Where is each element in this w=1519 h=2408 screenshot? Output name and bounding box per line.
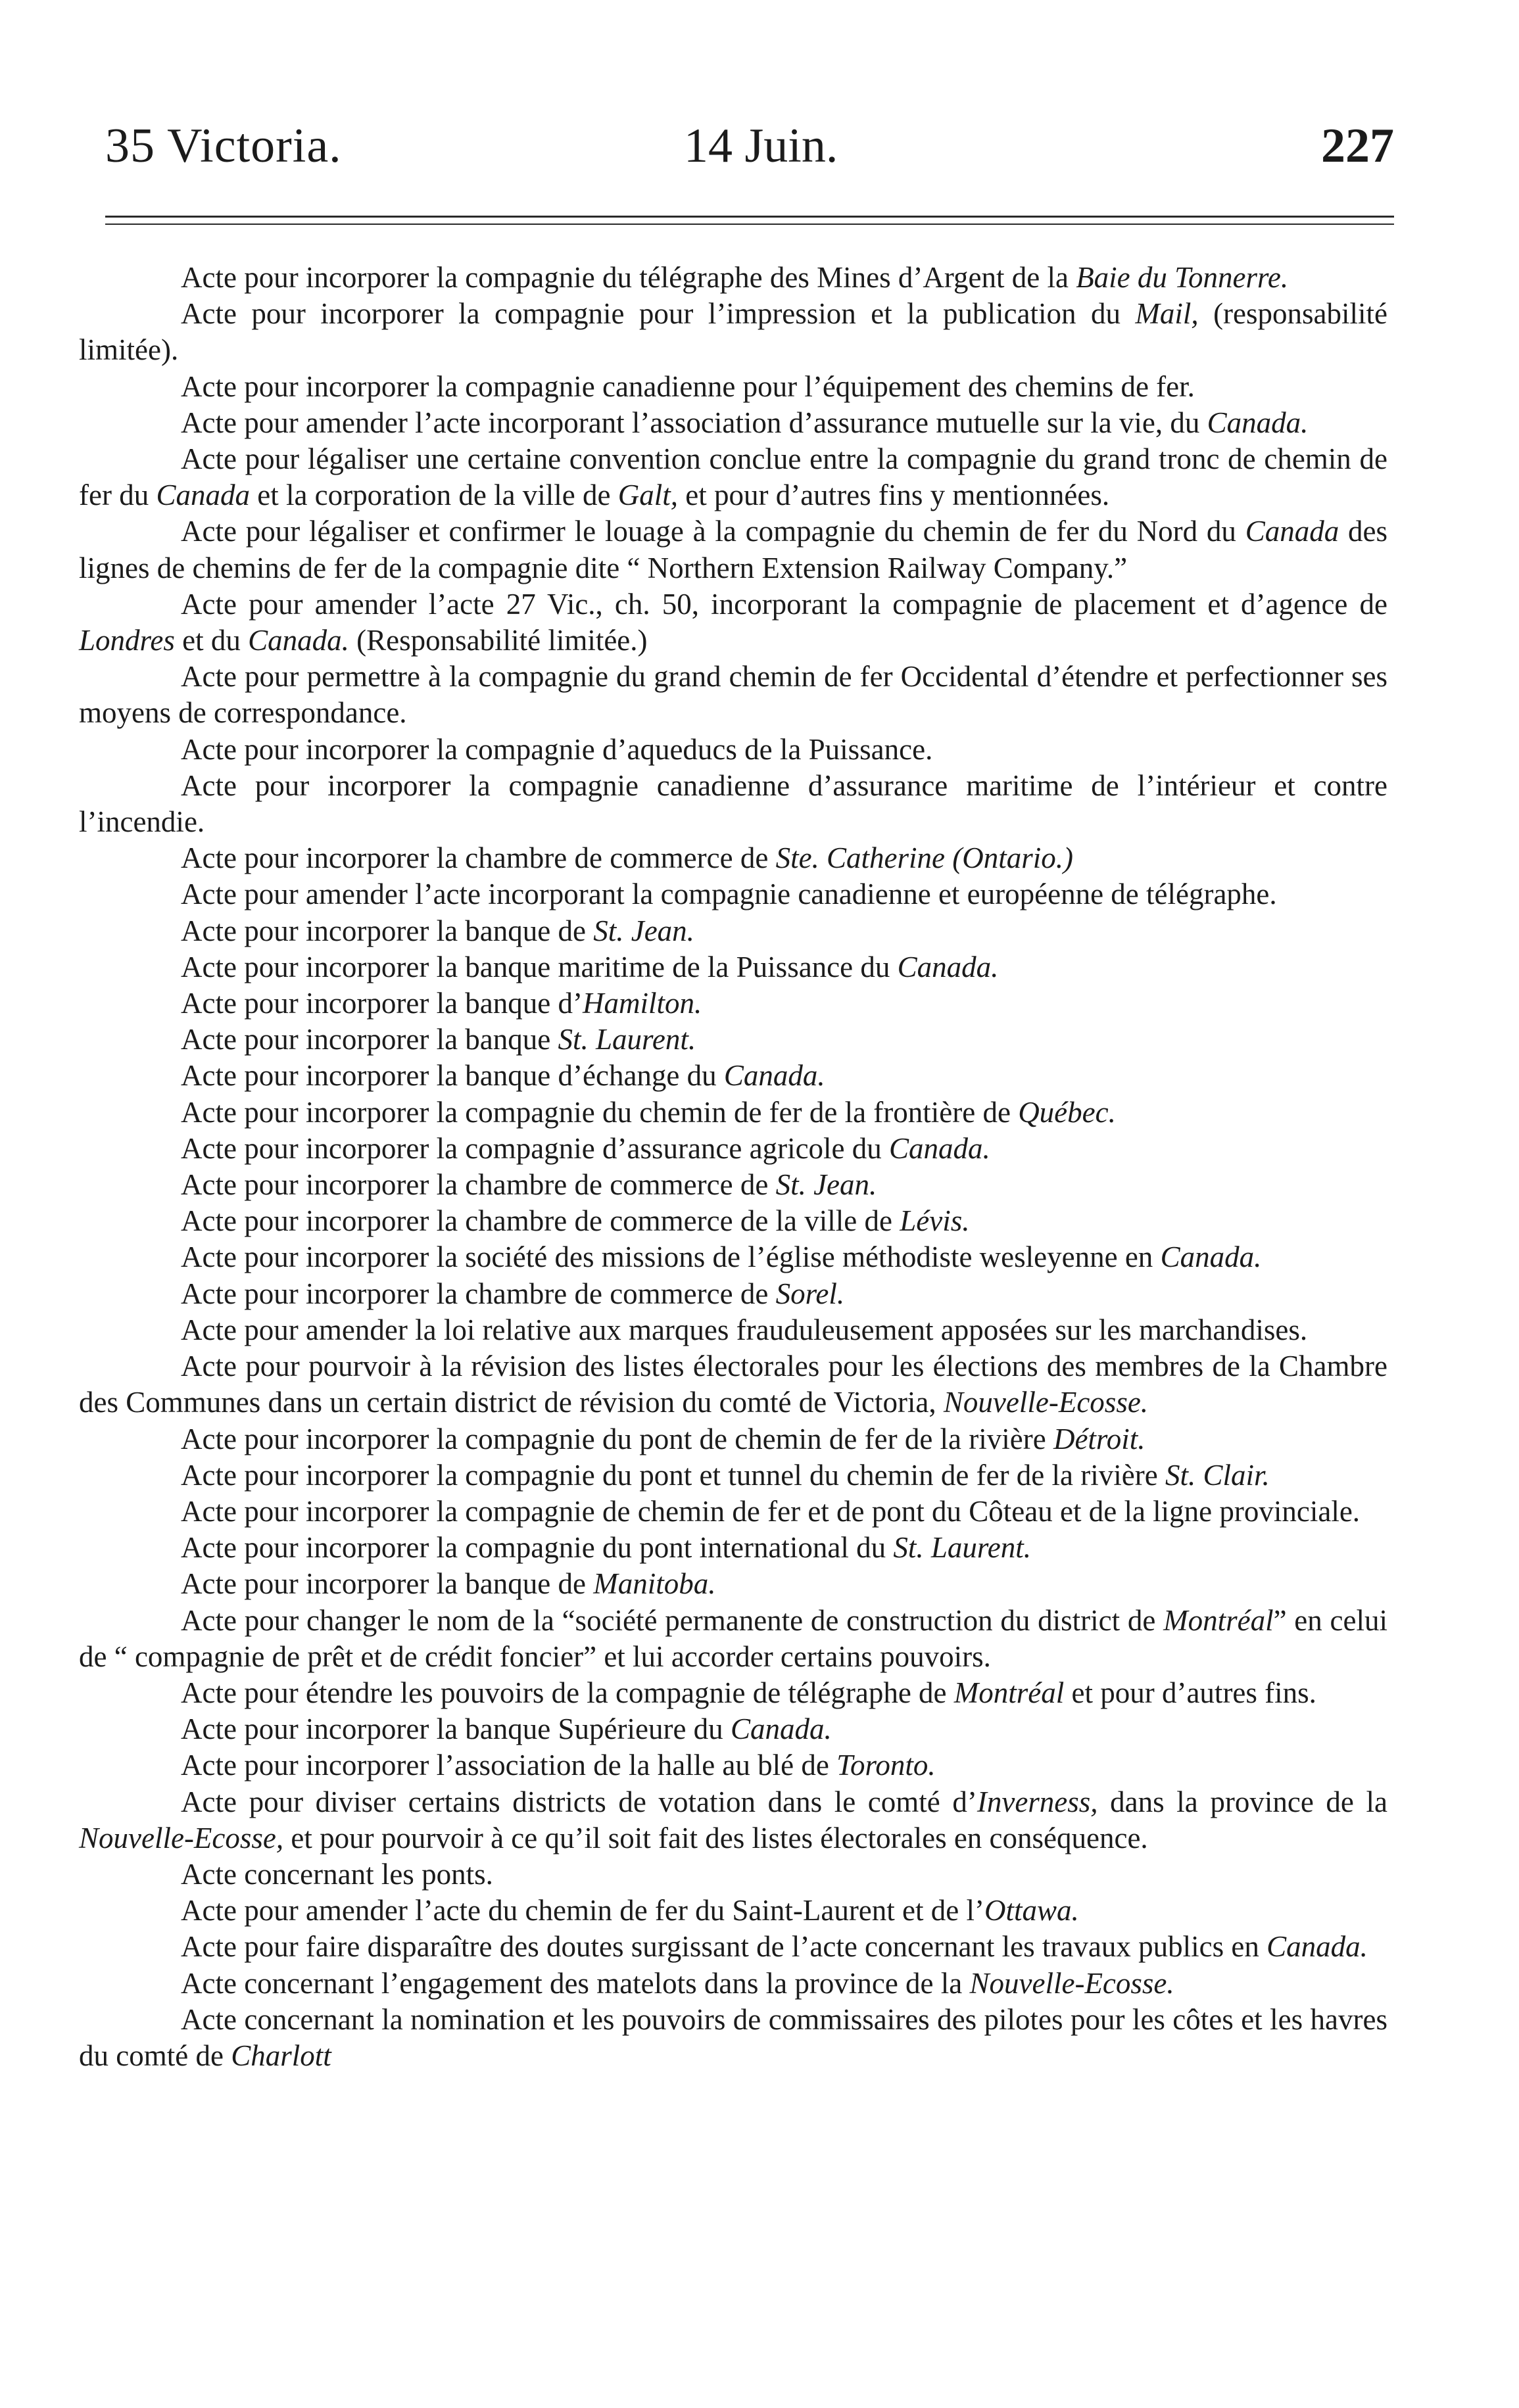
- act-text: Acte pour incorporer la compagnie du pont de chemin de fer de la rivière: [181, 1422, 1053, 1455]
- page-header: [105, 118, 1394, 191]
- act-italic-name: Canada.: [889, 1131, 990, 1165]
- act-italic-name: Lévis.: [900, 1204, 970, 1238]
- act-entry: [79, 768, 1387, 840]
- act-entry: [79, 876, 1387, 912]
- act-entry: [79, 949, 1387, 985]
- act-entry: [79, 1893, 1387, 1929]
- act-text: ” en celui de “ compagnie de prêt et de crédit foncier” et lui accorder certains pouvoirs.: [79, 1603, 1387, 1673]
- act-italic-name: Toronto.: [836, 1749, 936, 1782]
- act-text: Acte pour changer le nom de la “société permanente de construction du district de: [181, 1603, 1164, 1637]
- act-italic-name: Montréal: [953, 1676, 1065, 1709]
- act-entry: [79, 1203, 1387, 1239]
- act-entry: [79, 405, 1387, 441]
- page-number: 227: [1321, 119, 1394, 173]
- act-entry: [79, 1131, 1387, 1167]
- act-entry: [79, 1348, 1387, 1421]
- act-text: dans la province de la: [1097, 1785, 1387, 1818]
- header-rule-bottom: [105, 224, 1394, 225]
- act-italic-name: Canada.: [723, 1059, 825, 1093]
- act-entry: [79, 586, 1387, 659]
- act-italic-name: Hamilton.: [583, 987, 702, 1020]
- act-text: Acte pour incorporer la banque de: [181, 914, 594, 947]
- act-italic-name: Manitoba.: [593, 1567, 716, 1601]
- act-italic-name: Canada.: [730, 1712, 832, 1746]
- act-italic-name: Ste. Catherine (Ontario.): [775, 841, 1074, 875]
- act-text: Acte pour incorporer la compagnie du télégraphe des Mines d’Argent de la: [181, 261, 1076, 294]
- act-text: Acte pour incorporer la compagnie d’aqueducs de la Puissance.: [181, 732, 933, 766]
- act-text: et du: [174, 624, 249, 657]
- act-italic-name: Ottawa.: [984, 1894, 1079, 1927]
- act-text: Acte pour incorporer la banque de: [181, 1567, 594, 1601]
- act-text: Acte pour incorporer la compagnie du pont international du: [181, 1531, 894, 1565]
- act-entry: [79, 2002, 1387, 2074]
- act-text: Acte pour incorporer la banque d’échange du: [181, 1059, 724, 1093]
- act-text: Acte pour incorporer la compagnie canadienne pour l’équipement des chemins de fer.: [181, 369, 1195, 403]
- act-text: Acte concernant les ponts.: [181, 1857, 493, 1891]
- act-text: Acte pour incorporer la compagnie du pont et tunnel du chemin de fer de la rivière: [181, 1458, 1165, 1492]
- act-text: Acte concernant l’engagement des matelots dans la province de la: [181, 1966, 970, 2000]
- act-entry: [79, 1530, 1387, 1566]
- act-italic-name: Inverness,: [976, 1785, 1098, 1818]
- act-italic-name: Charlott: [231, 2039, 331, 2072]
- act-text: Acte pour diviser certains districts de votation dans le comté d’: [181, 1785, 977, 1818]
- act-text: et pour d’autres fins.: [1064, 1676, 1316, 1709]
- act-entry: [79, 1167, 1387, 1203]
- act-italic-name: Canada: [1245, 515, 1339, 548]
- act-italic-name: St. Laurent.: [558, 1023, 696, 1056]
- act-entry: [79, 1058, 1387, 1094]
- act-entry: [79, 732, 1387, 768]
- act-entry: [79, 1856, 1387, 1893]
- act-text: et pour d’autres fins y mentionnées.: [678, 479, 1110, 512]
- act-text: (Responsabilité limitée.): [349, 624, 648, 657]
- act-italic-name: Nouvelle-Ecosse.: [969, 1966, 1174, 2000]
- act-entry: [79, 659, 1387, 731]
- act-italic-name: Galt,: [617, 479, 679, 512]
- act-text: Acte pour incorporer la chambre de commerce de la ville de: [181, 1204, 900, 1238]
- act-italic-name: St. Jean.: [593, 914, 694, 947]
- act-text: Acte pour incorporer l’association de la halle au blé de: [181, 1749, 837, 1782]
- act-entry: [79, 1566, 1387, 1602]
- act-text: Acte pour incorporer la compagnie de chemin de fer et de pont du Côteau et de la ligne provinciale.: [181, 1494, 1361, 1528]
- act-entry: [79, 1675, 1387, 1711]
- header-date: 14 Juin.: [684, 119, 838, 173]
- header-session: 35 Victoria.: [105, 119, 342, 173]
- act-italic-name: Canada.: [1207, 406, 1309, 439]
- act-text: et la corporation de la ville de: [249, 479, 618, 512]
- act-italic-name: St. Laurent.: [893, 1531, 1032, 1565]
- act-italic-name: St. Clair.: [1165, 1458, 1270, 1492]
- act-text: Acte pour légaliser une certaine convention conclue entre la compagnie du grand tronc de chemin de fer du: [79, 442, 1387, 512]
- act-entry: [79, 1603, 1387, 1675]
- act-italic-name: Québec.: [1018, 1095, 1116, 1129]
- act-entry: [79, 296, 1387, 368]
- act-italic-name: Montréal: [1163, 1603, 1274, 1637]
- act-italic-name: Nouvelle-Ecosse,: [79, 1821, 284, 1854]
- act-text: Acte pour incorporer la banque maritime de la Puissance du: [181, 950, 898, 983]
- act-entry: [79, 1747, 1387, 1783]
- act-text: Acte pour faire disparaître des doutes surgissant de l’acte concernant les travaux publics en: [181, 1930, 1267, 1964]
- act-entry: [79, 1095, 1387, 1131]
- act-text: Acte pour incorporer la chambre de commerce de: [181, 1277, 776, 1310]
- act-entry: [79, 1966, 1387, 2002]
- act-entry: [79, 1711, 1387, 1747]
- act-entry: [79, 840, 1387, 876]
- act-entry: [79, 1276, 1387, 1312]
- act-entry: [79, 1784, 1387, 1856]
- act-italic-name: Détroit.: [1053, 1422, 1145, 1455]
- act-entry: [79, 441, 1387, 513]
- act-text: Acte pour incorporer la compagnie d’assurance agricole du: [181, 1131, 890, 1165]
- act-text: Acte pour incorporer la banque Supérieure du: [181, 1712, 731, 1746]
- act-entry: [79, 913, 1387, 949]
- act-italic-name: Londres: [79, 624, 175, 657]
- act-italic-name: St. Jean.: [775, 1168, 877, 1202]
- act-text: Acte pour incorporer la banque: [181, 1023, 558, 1056]
- act-entry: [79, 513, 1387, 586]
- act-text: (responsabilité limitée).: [79, 297, 1387, 367]
- act-text: Acte pour incorporer la compagnie pour l’impression et la publication du: [181, 297, 1136, 331]
- act-text: Acte pour amender la loi relative aux marques frauduleusement apposées sur les marchandises.: [181, 1313, 1308, 1346]
- act-entry: [79, 985, 1387, 1022]
- act-text: Acte pour incorporer la compagnie du chemin de fer de la frontière de: [181, 1095, 1019, 1129]
- act-entry: [79, 1022, 1387, 1058]
- act-text: Acte concernant la nomination et les pouvoirs de commissaires des pilotes pour les côtes et les havres du comté de: [79, 2002, 1387, 2072]
- act-entry: [79, 1494, 1387, 1530]
- act-italic-name: Nouvelle-Ecosse.: [943, 1386, 1149, 1419]
- act-text: Acte pour incorporer la chambre de commerce de: [181, 1168, 776, 1202]
- header-rule-top: [105, 216, 1394, 218]
- act-italic-name: Sorel.: [775, 1277, 845, 1310]
- act-text: Acte pour incorporer la chambre de commerce de: [181, 841, 776, 875]
- act-entry: [79, 1457, 1387, 1494]
- act-italic-name: Canada.: [1266, 1930, 1368, 1964]
- act-text: Acte pour incorporer la société des missions de l’église méthodiste wesleyenne en: [181, 1240, 1161, 1274]
- act-text: et pour pourvoir à ce qu’il soit fait des listes électorales en conséquence.: [283, 1821, 1148, 1854]
- act-italic-name: Baie du Tonnerre.: [1076, 261, 1289, 294]
- act-entry: [79, 1239, 1387, 1275]
- act-italic-name: Canada.: [248, 624, 349, 657]
- act-italic-name: Canada.: [897, 950, 999, 983]
- act-text: Acte pour légaliser et confirmer le louage à la compagnie du chemin de fer du Nord du: [181, 515, 1245, 548]
- act-entry: [79, 1929, 1387, 1965]
- act-entry: [79, 260, 1387, 296]
- act-text: Acte pour incorporer la banque d’: [181, 987, 583, 1020]
- act-text: Acte pour pourvoir à la révision des listes électorales pour les élections des membres de la Chambre des Communes dans un certain district de révision du comté de Victoria,: [79, 1350, 1387, 1419]
- act-text: Acte pour amender l’acte 27 Vic., ch. 50, incorporant la compagnie de placement et d’agence de: [181, 587, 1387, 621]
- act-entry: [79, 1312, 1387, 1348]
- act-text: Acte pour étendre les pouvoirs de la compagnie de télégraphe de: [181, 1676, 954, 1709]
- act-entry: [79, 1421, 1387, 1457]
- act-italic-name: Mail,: [1135, 297, 1199, 331]
- act-text: des lignes de chemins de fer de la compagnie dite “ Northern Extension Railway Company.”: [79, 515, 1387, 584]
- act-text: Acte pour amender l’acte incorporant la compagnie canadienne et européenne de télégraphe.: [181, 878, 1277, 911]
- act-text: Acte pour permettre à la compagnie du grand chemin de fer Occidental d’étendre et perfectionner ses moyens de correspondance.: [79, 660, 1387, 730]
- act-italic-name: Canada: [156, 479, 250, 512]
- act-text: Acte pour incorporer la compagnie canadienne d’assurance maritime de l’intérieur et contre l’incendie.: [79, 768, 1387, 839]
- act-italic-name: Canada.: [1160, 1240, 1262, 1274]
- act-text: Acte pour amender l’acte du chemin de fer du Saint-Laurent et de l’: [181, 1894, 984, 1927]
- act-text: Acte pour amender l’acte incorporant l’association d’assurance mutuelle sur la vie, du: [181, 406, 1207, 439]
- act-entry: [79, 369, 1387, 405]
- acts-list: [79, 260, 1387, 2074]
